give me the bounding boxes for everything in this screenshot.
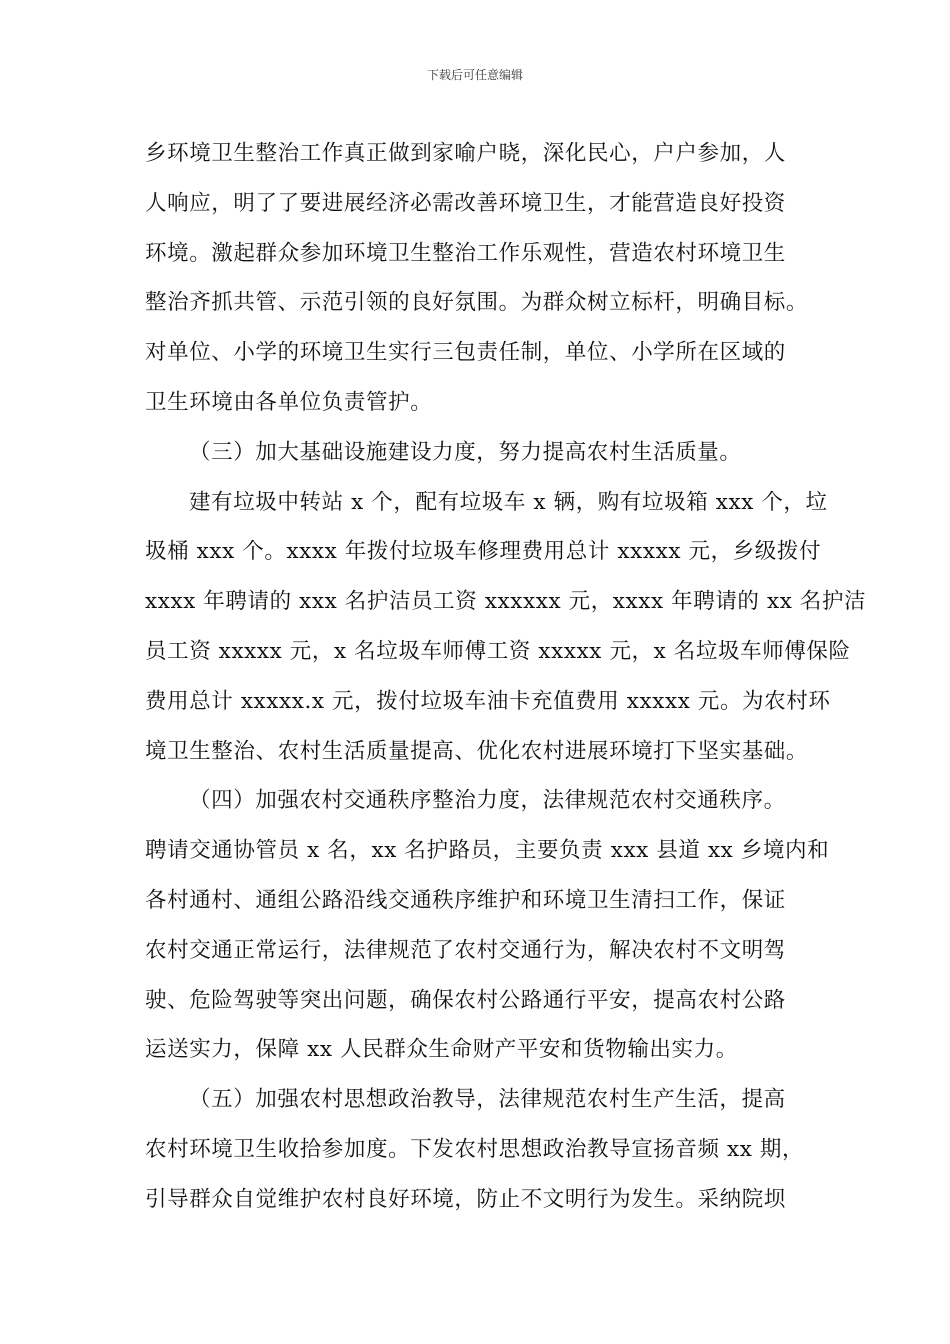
text-line: 整治齐抓共管、示范引领的良好氛围。为群众树立标杆，明确目标。	[145, 290, 809, 316]
text-line: 聘请交通协管员 x 名，xx 名护路员，主要负责 xxx 县道 xx 乡境内和	[145, 838, 830, 864]
text-line: 建有垃圾中转站 x 个，配有垃圾车 x 辆，购有垃圾箱 xxx 个，垃	[189, 489, 828, 515]
text-line: 驶、危险驾驶等突出问题，确保农村公路通行平安，提高农村公路	[145, 987, 786, 1013]
text-line: （四）加强农村交通秩序整治力度，法律规范农村交通秩序。	[189, 788, 786, 814]
document-body	[145, 129, 867, 1225]
text-line: 引导群众自觉维护农村良好环境，防止不文明行为发生。采纳院坝	[145, 1186, 786, 1212]
text-line: 费用总计 xxxxx.x 元，拨付垃圾车油卡充值费用 xxxxx 元。为农村环	[145, 688, 831, 714]
text-line: xxxx 年聘请的 xxx 名护洁员工资 xxxxxx 元，xxxx 年聘请的 xx 名护洁	[145, 589, 867, 615]
text-line: 运送实力，保障 xx 人民群众生命财产平安和货物输出实力。	[145, 1037, 738, 1063]
text-line: 卫生环境由各单位负责管护。	[145, 389, 433, 415]
text-line: 人响应，明了了要进展经济必需改善环境卫生，才能营造良好投资	[145, 190, 786, 216]
text-line: （三）加大基础设施建设力度，努力提高农村生活质量。	[189, 439, 742, 465]
text-line: （五）加强农村思想政治教导，法律规范农村生产生活，提高	[189, 1087, 786, 1113]
text-line: 境卫生整治、农村生活质量提高、优化农村进展环境打下坚实基础。	[145, 738, 809, 764]
text-line: 圾桶 xxx 个。xxxx 年拨付垃圾车修理费用总计 xxxxx 元，乡级拨付	[145, 539, 822, 565]
text-line: 各村通村、通组公路沿线交通秩序维护和环境卫生清扫工作，保证	[145, 887, 786, 913]
text-line: 环境。激起群众参加环境卫生整治工作乐观性，营造农村环境卫生	[145, 240, 786, 266]
text-line: 农村交通正常运行，法律规范了农村交通行为，解决农村不文明驾	[145, 937, 786, 963]
text-line: 乡环境卫生整治工作真正做到家喻户晓，深化民心，户户参加，人	[145, 141, 786, 166]
text-line: 对单位、小学的环境卫生实行三包责任制，单位、小学所在区域的	[145, 340, 786, 366]
text-line: 农村环境卫生收拾参加度。下发农村思想政治教导宣扬音频 xx 期，	[145, 1136, 805, 1162]
page-header: 下载后可任意编辑	[426, 68, 523, 82]
text-line: 员工资 xxxxx 元，x 名垃圾车师傅工资 xxxxx 元，x 名垃圾车师傅保险	[145, 638, 851, 664]
